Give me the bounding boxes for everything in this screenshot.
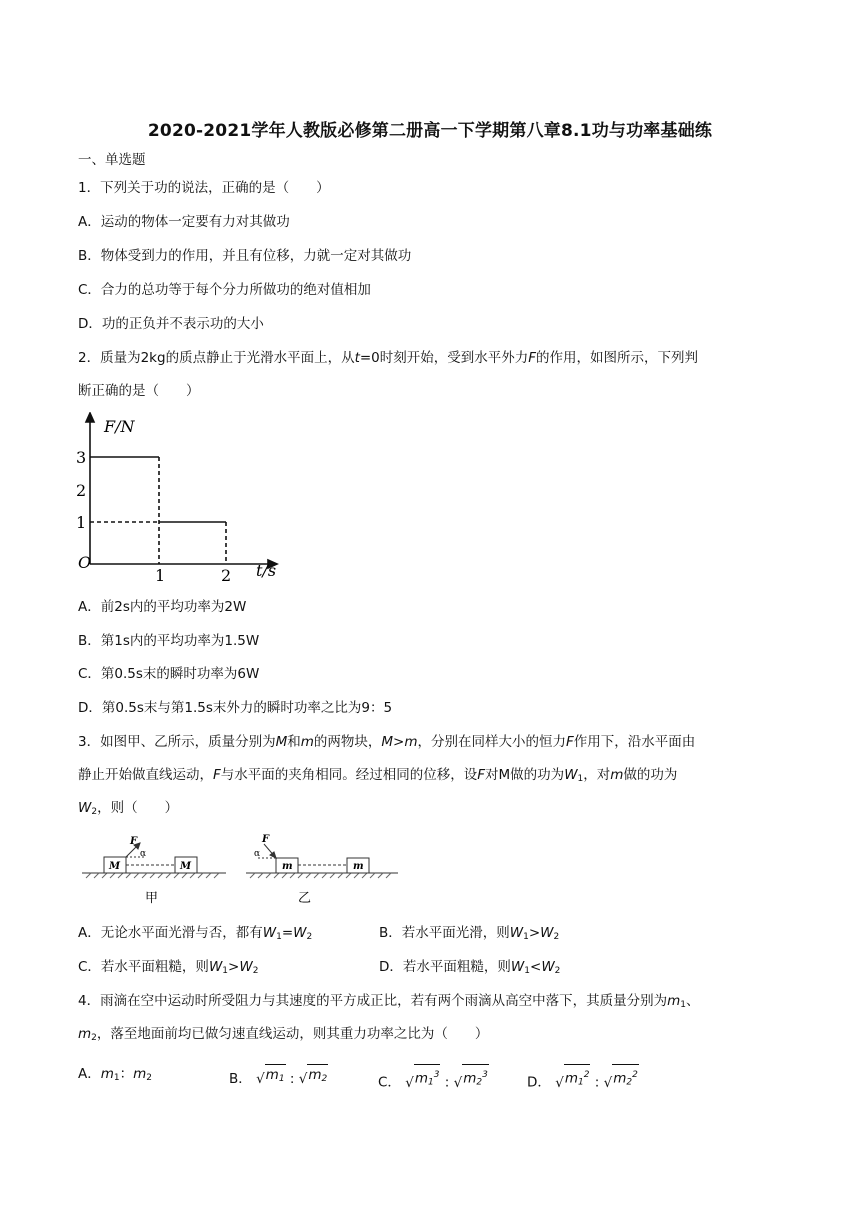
force-label-jia: F <box>130 836 138 847</box>
ground-hatch-jia <box>86 873 219 878</box>
q2-option-c: C．第0.5s末的瞬时功率为6W <box>78 666 260 682</box>
sqrt-m2: √ $m_2$ <box>299 1064 329 1089</box>
q3-option-a: A．无论水平面光滑与否，都有$W_1=W_2$ <box>78 925 313 942</box>
q3-stem-line2: 静止开始做直线运动，F与水平面的夹角相同。经过相同的位移，设F对M做的功为$W_1$，对m做的功为 <box>78 767 678 784</box>
figure-jia-label: 甲 <box>145 891 159 906</box>
force-label-yi: F <box>262 834 270 845</box>
block-M-label-2: M <box>180 861 192 872</box>
q2-option-d: D．第0.5s末与第1.5s末外力的瞬时功率之比为9：5 <box>78 700 393 716</box>
q1-option-c: C．合力的总功等于每个分力所做功的绝对值相加 <box>78 282 371 298</box>
sqrt-m2-cubed: √ $m_2^3$ <box>454 1064 489 1093</box>
q2-stem: 2．质量为2kg的质点静止于光滑水平面上，从t=0时刻开始，受到水平外力F的作用，如图所示，下列判 <box>78 350 699 366</box>
q3-stem-line1: 3．如图甲、乙所示，质量分别为M和m的两物块，M>m，分别在同样大小的恒力F作用下，沿水平面由 <box>78 734 696 750</box>
q4-option-b: B． √ $m_1$ : √ $m_2$ <box>229 1064 328 1089</box>
y-axis-arrow <box>86 413 94 422</box>
q4-option-d: D． √ $m_1^2$ : √ $m_2^2$ <box>527 1064 639 1093</box>
sqrt-m2-squared: √ $m_2^2$ <box>604 1064 639 1093</box>
ground-hatch-yi <box>250 873 391 878</box>
origin-label: O <box>78 553 92 572</box>
x-tick-1: 1 <box>155 566 166 582</box>
x-tick-2: 2 <box>221 566 232 582</box>
sqrt-m1: √ $m_1$ <box>256 1064 286 1089</box>
block-m-label-2: m <box>353 861 364 872</box>
q3-option-b: B．若水平面光滑，则$W_1>W_2$ <box>379 925 560 942</box>
q3-option-c: C．若水平面粗糙，则$W_1>W_2$ <box>78 959 259 976</box>
block-M-label-1: M <box>109 861 121 872</box>
q4-option-c: C． √ $m_1^3$ : √ $m_2^3$ <box>378 1064 489 1093</box>
q3-stem-line3: $W_2$，则（ ） <box>78 800 179 817</box>
x-axis-label: t/s <box>256 561 277 580</box>
q2-stem-line2: 断正确的是（ ） <box>78 383 200 399</box>
q1-option-a: A．运动的物体一定要有力对其做功 <box>78 214 290 230</box>
q2-option-a: A．前2s内的平均功率为2W <box>78 599 247 615</box>
section-heading: 一、单选题 <box>78 152 146 168</box>
q2-option-b: B．第1s内的平均功率为1.5W <box>78 633 260 649</box>
angle-label-yi: α <box>254 849 261 859</box>
q1-option-b: B．物体受到力的作用，并且有位移，力就一定对其做功 <box>78 248 412 264</box>
q3-figure <box>78 830 408 910</box>
y-axis-label: F/N <box>104 417 135 436</box>
y-tick-3: 3 <box>76 448 87 467</box>
q2-force-time-graph <box>70 412 290 582</box>
q1-option-d: D．功的正负并不表示功的大小 <box>78 316 264 332</box>
angle-label-jia: α <box>140 849 147 859</box>
block-m-label-1: m <box>282 861 293 872</box>
q4-stem-line2: $m_2$，落至地面前均已做匀速直线运动，则其重力功率之比为（ ） <box>78 1026 489 1043</box>
q4-stem-line1: 4．雨滴在空中运动时所受阻力与其速度的平方成正比，若有两个雨滴从高空中落下，其质量分别为$m_1$、 <box>78 993 700 1010</box>
figure-yi-label: 乙 <box>298 891 312 906</box>
q4-option-a: A．$m_1$：$m_2$ <box>78 1066 153 1083</box>
y-tick-1: 1 <box>76 513 87 532</box>
page-title: 2020-2021学年人教版必修第二册高一下学期第八章8.1功与功率基础练 <box>147 121 713 141</box>
sqrt-m1-squared: √ $m_1^2$ <box>555 1064 590 1093</box>
sqrt-m1-cubed: √ $m_1^3$ <box>405 1064 440 1093</box>
q1-stem: 1．下列关于功的说法，正确的是（ ） <box>78 180 330 196</box>
q3-option-d: D．若水平面粗糙，则$W_1<W_2$ <box>379 959 561 976</box>
y-tick-2: 2 <box>76 481 87 500</box>
